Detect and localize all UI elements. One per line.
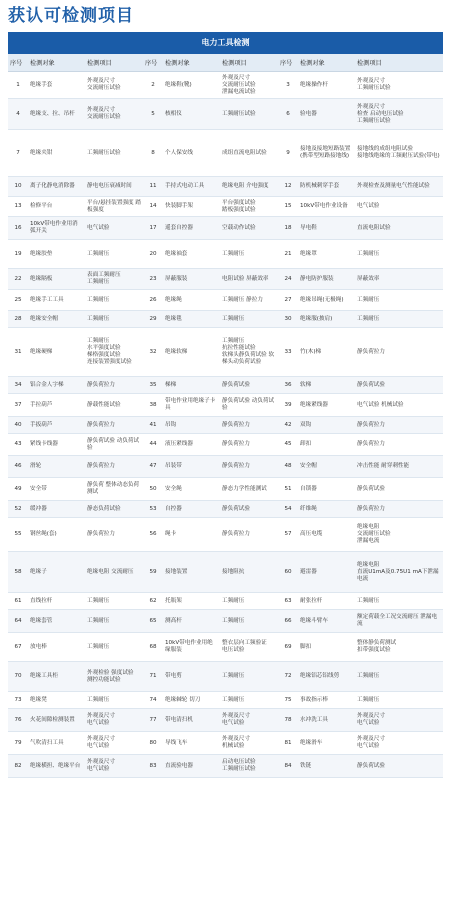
cell-object: 绝缘吊绳(无极绳) bbox=[298, 290, 355, 311]
table-row bbox=[8, 130, 443, 177]
cell-item: 接地阻抗 bbox=[220, 552, 278, 593]
cell-index: 81 bbox=[278, 732, 298, 755]
header-index-1: 序号 bbox=[8, 54, 28, 72]
cell-object: 手拉葫芦 bbox=[28, 394, 85, 417]
cell-index: 9 bbox=[278, 130, 298, 177]
cell-item: 外观及尺寸 电气试验 bbox=[220, 709, 278, 732]
cell-index: 42 bbox=[278, 417, 298, 434]
cell-index: 60 bbox=[278, 552, 298, 593]
cell-index: 14 bbox=[143, 197, 163, 217]
cell-index: 75 bbox=[278, 692, 298, 709]
cell-item: 外观检验 强度试验 测控功能试验 bbox=[85, 662, 143, 692]
cell-item: 接地线的成组电阻试验 接地线绝缘的工频耐压试验(带电) bbox=[355, 130, 443, 177]
cell-index: 67 bbox=[8, 633, 28, 662]
cell-object: 绳卡 bbox=[163, 518, 220, 552]
cell-object: 钢丝绳(套) bbox=[28, 518, 85, 552]
cell-object: 带电剪 bbox=[163, 662, 220, 692]
cell-item: 绝缘电阻 直流U1mA及0.75U1 mA下泄漏电流 bbox=[355, 552, 443, 593]
cell-index: 52 bbox=[8, 501, 28, 518]
cell-index: 35 bbox=[143, 377, 163, 394]
cell-index: 49 bbox=[8, 478, 28, 501]
cell-object: 屏蔽服装 bbox=[163, 269, 220, 290]
cell-item: 工频耐压 bbox=[220, 692, 278, 709]
cell-item: 外观及尺寸 机械试验 bbox=[220, 732, 278, 755]
cell-item: 静负荷拉力 bbox=[85, 417, 143, 434]
table-row bbox=[8, 709, 443, 732]
cell-index: 77 bbox=[143, 709, 163, 732]
table-row bbox=[8, 328, 443, 377]
cell-object: 竹(木)梯 bbox=[298, 328, 355, 377]
cell-object: 静电防护服装 bbox=[298, 269, 355, 290]
header-index-3: 序号 bbox=[278, 54, 298, 72]
header-item-2: 检测项目 bbox=[220, 54, 278, 72]
table-banner: 电力工具检测 bbox=[8, 32, 443, 54]
cell-item: 额定荷载全工况交流耐压 泄漏电流 bbox=[355, 610, 443, 633]
table-row bbox=[8, 552, 443, 593]
cell-object: 绝缘工具柜 bbox=[28, 662, 85, 692]
cell-index: 16 bbox=[8, 217, 28, 240]
cell-index: 69 bbox=[278, 633, 298, 662]
cell-item: 冲击性能 耐穿刺性能 bbox=[355, 456, 443, 478]
cell-item: 静负荷拉力 bbox=[85, 456, 143, 478]
cell-item: 工频耐压 bbox=[220, 311, 278, 328]
cell-item: 静负荷试验 bbox=[220, 501, 278, 518]
cell-item: 工频耐压 bbox=[220, 610, 278, 633]
cell-item: 工频耐压试验 bbox=[85, 130, 143, 177]
cell-object: 安全绳 bbox=[163, 478, 220, 501]
cell-index: 44 bbox=[143, 434, 163, 456]
cell-index: 15 bbox=[278, 197, 298, 217]
cell-object: 绝缘胶垫 bbox=[28, 240, 85, 269]
cell-item: 工频耐压 bbox=[85, 311, 143, 328]
cell-item: 电气试验 bbox=[355, 197, 443, 217]
cell-item: 静负荷拉力 bbox=[355, 501, 443, 518]
cell-object: 绝缘鞋(靴) bbox=[163, 72, 220, 99]
cell-index: 53 bbox=[143, 501, 163, 518]
cell-index: 57 bbox=[278, 518, 298, 552]
cell-index: 76 bbox=[8, 709, 28, 732]
cell-item: 直流电阻试验 bbox=[355, 217, 443, 240]
cell-index: 68 bbox=[143, 633, 163, 662]
table-row bbox=[8, 478, 443, 501]
cell-object: 直流验电器 bbox=[163, 755, 220, 778]
header-object-3: 检测对象 bbox=[298, 54, 355, 72]
cell-item: 外观及尺寸 电气试验 bbox=[85, 755, 143, 778]
cell-item: 工频耐压 bbox=[85, 290, 143, 311]
cell-item: 外观及尺寸 交流耐压试验 bbox=[85, 99, 143, 130]
cell-index: 84 bbox=[278, 755, 298, 778]
cell-index: 32 bbox=[143, 328, 163, 377]
cell-item: 静载性能试验 bbox=[85, 394, 143, 417]
cell-object: 火花间隙检测装置 bbox=[28, 709, 85, 732]
cell-item: 工频耐压试验 bbox=[220, 99, 278, 130]
cell-item: 静负荷拉力 bbox=[355, 328, 443, 377]
header-object-2: 检测对象 bbox=[163, 54, 220, 72]
cell-item: 静负荷试验 动负荷试验 bbox=[85, 434, 143, 456]
cell-item: 表面工频耐压 工频耐压 bbox=[85, 269, 143, 290]
header-item-1: 检测项目 bbox=[85, 54, 143, 72]
cell-object: 绝缘支、拉、吊杆 bbox=[28, 99, 85, 130]
table-row bbox=[8, 732, 443, 755]
cell-index: 17 bbox=[143, 217, 163, 240]
cell-index: 55 bbox=[8, 518, 28, 552]
cell-index: 24 bbox=[278, 269, 298, 290]
table-row bbox=[8, 197, 443, 217]
cell-item: 外观检查及测量电气性能试验 bbox=[355, 177, 443, 197]
cell-item: 工频耐压 bbox=[85, 240, 143, 269]
table-row bbox=[8, 177, 443, 197]
cell-object: 10kV带电作业用绝缘服装 bbox=[163, 633, 220, 662]
cell-index: 79 bbox=[8, 732, 28, 755]
cell-item: 外观及尺寸 交流耐压试验 bbox=[85, 72, 143, 99]
cell-object: 吊装带 bbox=[163, 456, 220, 478]
cell-object: 离子化静电消除器 bbox=[28, 177, 85, 197]
cell-index: 8 bbox=[143, 130, 163, 177]
cell-object: 卸扣 bbox=[298, 434, 355, 456]
cell-object: 滑轮 bbox=[28, 456, 85, 478]
cell-object: 绝缘安全帽 bbox=[28, 311, 85, 328]
cell-index: 51 bbox=[278, 478, 298, 501]
cell-index: 21 bbox=[278, 240, 298, 269]
cell-object: 绝缘滑车 bbox=[298, 732, 355, 755]
cell-object: 安全帽 bbox=[298, 456, 355, 478]
cell-item: 工频耐压 bbox=[85, 610, 143, 633]
cell-index: 10 bbox=[8, 177, 28, 197]
cell-index: 61 bbox=[8, 593, 28, 610]
table-row bbox=[8, 692, 443, 709]
cell-item: 工频耐压 bbox=[85, 633, 143, 662]
cell-item: 静负荷拉力 bbox=[220, 434, 278, 456]
table-row bbox=[8, 240, 443, 269]
cell-item: 静负荷试验 bbox=[355, 478, 443, 501]
cell-index: 28 bbox=[8, 311, 28, 328]
cell-item: 工频耐压 bbox=[220, 662, 278, 692]
cell-item: 工频耐压 bbox=[85, 692, 143, 709]
cell-object: 绝缘斗臂车 bbox=[298, 610, 355, 633]
cell-object: 10kV带电作业设备 bbox=[298, 197, 355, 217]
cell-item: 电气试验 bbox=[85, 217, 143, 240]
cell-item: 静负荷试验 动负荷试验 bbox=[220, 394, 278, 417]
cell-object: 脚扣 bbox=[298, 633, 355, 662]
cell-index: 50 bbox=[143, 478, 163, 501]
cell-item: 静负荷拉力 bbox=[220, 456, 278, 478]
cell-index: 30 bbox=[278, 311, 298, 328]
cell-item: 工频耐压 bbox=[355, 311, 443, 328]
header-row bbox=[8, 54, 443, 72]
page-title: 获认可检测项目 bbox=[8, 6, 134, 26]
cell-index: 13 bbox=[8, 197, 28, 217]
cell-index: 48 bbox=[278, 456, 298, 478]
cell-index: 34 bbox=[8, 377, 28, 394]
cell-object: 耐张拉杆 bbox=[298, 593, 355, 610]
cell-index: 38 bbox=[143, 394, 163, 417]
cell-index: 58 bbox=[8, 552, 28, 593]
cell-index: 29 bbox=[143, 311, 163, 328]
cell-object: 绝缘子 bbox=[28, 552, 85, 593]
cell-item: 绝缘电阻 介电强度 bbox=[220, 177, 278, 197]
cell-object: 检修平台 bbox=[28, 197, 85, 217]
cell-index: 5 bbox=[143, 99, 163, 130]
cell-object: 绝缘毯 bbox=[163, 311, 220, 328]
cell-item: 工频耐压 bbox=[355, 662, 443, 692]
cell-object: 手持式电动工具 bbox=[163, 177, 220, 197]
table-row bbox=[8, 456, 443, 478]
cell-index: 82 bbox=[8, 755, 28, 778]
test-items-table bbox=[8, 54, 443, 778]
cell-item: 静负荷拉力 bbox=[220, 518, 278, 552]
cell-index: 1 bbox=[8, 72, 28, 99]
cell-object: 水冲洗工具 bbox=[298, 709, 355, 732]
cell-object: 直线拉杆 bbox=[28, 593, 85, 610]
cell-object: 绝缘绳 bbox=[163, 290, 220, 311]
cell-index: 63 bbox=[278, 593, 298, 610]
cell-item: 工频耐压 bbox=[355, 290, 443, 311]
header-index-2: 序号 bbox=[143, 54, 163, 72]
cell-item: 绝缘电阻 交流耐压试验 泄漏电流 bbox=[355, 518, 443, 552]
cell-object: 绝缘棘轮 切刀 bbox=[163, 692, 220, 709]
cell-object: 铝合金人字梯 bbox=[28, 377, 85, 394]
cell-item: 静负荷拉力 bbox=[220, 417, 278, 434]
table-row bbox=[8, 518, 443, 552]
cell-object: 快装脚手架 bbox=[163, 197, 220, 217]
cell-object: 铁链 bbox=[298, 755, 355, 778]
table-row bbox=[8, 662, 443, 692]
cell-index: 20 bbox=[143, 240, 163, 269]
cell-object: 个人保安线 bbox=[163, 130, 220, 177]
header-item-3: 检测项目 bbox=[355, 54, 443, 72]
table-row bbox=[8, 434, 443, 456]
cell-object: 纤维绳 bbox=[298, 501, 355, 518]
cell-object: 绝缘铝芯铝线剪 bbox=[298, 662, 355, 692]
cell-index: 72 bbox=[278, 662, 298, 692]
cell-item: 静负荷拉力 bbox=[355, 417, 443, 434]
cell-item: 工频耐压 bbox=[355, 240, 443, 269]
cell-item: 工频耐压 bbox=[355, 593, 443, 610]
cell-index: 4 bbox=[8, 99, 28, 130]
cell-object: 气吹清扫工具 bbox=[28, 732, 85, 755]
cell-index: 12 bbox=[278, 177, 298, 197]
cell-object: 测高杆 bbox=[163, 610, 220, 633]
cell-object: 液压紧线器 bbox=[163, 434, 220, 456]
table-row bbox=[8, 633, 443, 662]
cell-index: 56 bbox=[143, 518, 163, 552]
cell-index: 65 bbox=[143, 610, 163, 633]
cell-object: 带电清扫机 bbox=[163, 709, 220, 732]
cell-object: 托瓶架 bbox=[163, 593, 220, 610]
cell-item: 工频耐压 抗拉性能试验 软梯头静负荷试验 软梯头动负荷试验 bbox=[220, 328, 278, 377]
cell-item: 整衣层向工频验证 电压试验 bbox=[220, 633, 278, 662]
cell-item: 静负荷试验 bbox=[355, 377, 443, 394]
cell-item: 静态负荷试验 bbox=[85, 501, 143, 518]
cell-object: 缓冲器 bbox=[28, 501, 85, 518]
cell-item: 外观及尺寸 检查 启动电压试验 工频耐压试验 bbox=[355, 99, 443, 130]
cell-item: 屏蔽效率 bbox=[355, 269, 443, 290]
cell-object: 高压电缆 bbox=[298, 518, 355, 552]
cell-object: 绝缘横担、绝缘平台 bbox=[28, 755, 85, 778]
cell-item: 平台/悬挂装置强度 踏板强度 bbox=[85, 197, 143, 217]
cell-object: 绝缘服(披肩) bbox=[298, 311, 355, 328]
cell-item: 电阻试验 屏蔽效率 bbox=[220, 269, 278, 290]
cell-index: 19 bbox=[8, 240, 28, 269]
table-row bbox=[8, 290, 443, 311]
cell-object: 绝缘操作杆 bbox=[298, 72, 355, 99]
cell-index: 62 bbox=[143, 593, 163, 610]
table-row bbox=[8, 72, 443, 99]
table-row bbox=[8, 394, 443, 417]
cell-index: 3 bbox=[278, 72, 298, 99]
cell-item: 工频耐压 静拉力 bbox=[220, 290, 278, 311]
cell-index: 73 bbox=[8, 692, 28, 709]
cell-object: 绝缘隔板 bbox=[28, 269, 85, 290]
table-row bbox=[8, 755, 443, 778]
cell-index: 39 bbox=[278, 394, 298, 417]
cell-item: 外观及尺寸 交流耐压试验 泄漏电流试验 bbox=[220, 72, 278, 99]
cell-item: 外观及尺寸 电气试验 bbox=[355, 709, 443, 732]
cell-index: 31 bbox=[8, 328, 28, 377]
table-row bbox=[8, 610, 443, 633]
cell-item: 电气试验 机械试验 bbox=[355, 394, 443, 417]
cell-object: 软梯 bbox=[298, 377, 355, 394]
cell-object: 接地装置 bbox=[163, 552, 220, 593]
cell-item: 外观及尺寸 电气试验 bbox=[85, 709, 143, 732]
cell-item: 启动电压试验 工频耐压试验 bbox=[220, 755, 278, 778]
cell-index: 78 bbox=[278, 709, 298, 732]
cell-index: 2 bbox=[143, 72, 163, 99]
cell-object: 放电棒 bbox=[28, 633, 85, 662]
cell-item: 静电电压衰减时间 bbox=[85, 177, 143, 197]
cell-object: 防机械刺穿手套 bbox=[298, 177, 355, 197]
cell-object: 绝缘手工工具 bbox=[28, 290, 85, 311]
cell-index: 37 bbox=[8, 394, 28, 417]
cell-item: 静负荷试验 bbox=[220, 377, 278, 394]
cell-index: 26 bbox=[143, 290, 163, 311]
cell-index: 25 bbox=[8, 290, 28, 311]
table-row bbox=[8, 377, 443, 394]
cell-object: 绝缘手套 bbox=[28, 72, 85, 99]
cell-index: 59 bbox=[143, 552, 163, 593]
cell-object: 绝缘罩 bbox=[298, 240, 355, 269]
cell-object: 遥套自控器 bbox=[163, 217, 220, 240]
cell-object: 梯梯 bbox=[163, 377, 220, 394]
cell-index: 45 bbox=[278, 434, 298, 456]
cell-object: 绝缘紧线器 bbox=[298, 394, 355, 417]
cell-object: 绝缘夹钳 bbox=[28, 130, 85, 177]
cell-item: 静态力学性能测试 bbox=[220, 478, 278, 501]
cell-object: 绝缘套管 bbox=[28, 610, 85, 633]
cell-object: 安全带 bbox=[28, 478, 85, 501]
cell-index: 41 bbox=[143, 417, 163, 434]
cell-object: 手扳葫芦 bbox=[28, 417, 85, 434]
cell-index: 64 bbox=[8, 610, 28, 633]
cell-index: 71 bbox=[143, 662, 163, 692]
cell-object: 自控器 bbox=[163, 501, 220, 518]
cell-item: 静负荷 整体动态负荷测试 bbox=[85, 478, 143, 501]
cell-index: 40 bbox=[8, 417, 28, 434]
cell-object: 绝缘凳 bbox=[28, 692, 85, 709]
table-row bbox=[8, 99, 443, 130]
cell-object: 验电器 bbox=[298, 99, 355, 130]
cell-item: 绝缘电阻 交流耐压 bbox=[85, 552, 143, 593]
cell-item: 外观及尺寸 电气试验 bbox=[85, 732, 143, 755]
cell-object: 避雷器 bbox=[298, 552, 355, 593]
cell-index: 18 bbox=[278, 217, 298, 240]
cell-item: 静负荷拉力 bbox=[85, 518, 143, 552]
cell-index: 11 bbox=[143, 177, 163, 197]
cell-index: 6 bbox=[278, 99, 298, 130]
cell-item: 外观及尺寸 工频耐压试验 bbox=[355, 72, 443, 99]
cell-item: 平台强度试验 踏板强度试验 bbox=[220, 197, 278, 217]
table-row bbox=[8, 501, 443, 518]
header-object-1: 检测对象 bbox=[28, 54, 85, 72]
cell-index: 66 bbox=[278, 610, 298, 633]
cell-object: 接地及接地短路装置(携带型短路接地线) bbox=[298, 130, 355, 177]
cell-index: 70 bbox=[8, 662, 28, 692]
cell-object: 绝缘硬梯 bbox=[28, 328, 85, 377]
cell-item: 工频耐压 bbox=[85, 593, 143, 610]
cell-object: 导电鞋 bbox=[298, 217, 355, 240]
cell-index: 46 bbox=[8, 456, 28, 478]
cell-item: 静负荷试验 bbox=[355, 755, 443, 778]
cell-object: 双钩 bbox=[298, 417, 355, 434]
cell-object: 绝缘软梯 bbox=[163, 328, 220, 377]
table-row bbox=[8, 417, 443, 434]
cell-object: 紧线卡线器 bbox=[28, 434, 85, 456]
cell-object: 10kV带电作业用消弧开关 bbox=[28, 217, 85, 240]
cell-item: 空载动作试验 bbox=[220, 217, 278, 240]
table-row bbox=[8, 269, 443, 290]
cell-object: 吊钩 bbox=[163, 417, 220, 434]
cell-index: 36 bbox=[278, 377, 298, 394]
cell-item: 工频耐压 水平强度试验 梯格强度试验 连接装置强度试验 bbox=[85, 328, 143, 377]
cell-item: 工频耐压 bbox=[355, 692, 443, 709]
table-row bbox=[8, 593, 443, 610]
cell-item: 外观及尺寸 电气试验 bbox=[355, 732, 443, 755]
cell-index: 27 bbox=[278, 290, 298, 311]
cell-item: 工频耐压 bbox=[220, 593, 278, 610]
cell-index: 7 bbox=[8, 130, 28, 177]
cell-item: 工频耐压 bbox=[220, 240, 278, 269]
cell-object: 带电作业用绝缘子卡具 bbox=[163, 394, 220, 417]
cell-index: 23 bbox=[143, 269, 163, 290]
cell-object: 核相仪 bbox=[163, 99, 220, 130]
cell-object: 导线飞车 bbox=[163, 732, 220, 755]
table-body bbox=[8, 72, 443, 778]
cell-index: 54 bbox=[278, 501, 298, 518]
cell-object: 绝缘袖套 bbox=[163, 240, 220, 269]
cell-index: 33 bbox=[278, 328, 298, 377]
cell-object: 自锁器 bbox=[298, 478, 355, 501]
cell-item: 静负荷拉力 bbox=[85, 377, 143, 394]
cell-index: 80 bbox=[143, 732, 163, 755]
cell-index: 74 bbox=[143, 692, 163, 709]
cell-index: 22 bbox=[8, 269, 28, 290]
table-row bbox=[8, 311, 443, 328]
cell-object: 事故指示棒 bbox=[298, 692, 355, 709]
cell-item: 成组直流电阻试验 bbox=[220, 130, 278, 177]
cell-index: 83 bbox=[143, 755, 163, 778]
cell-item: 整体静负荷测试 扣带强度试验 bbox=[355, 633, 443, 662]
cell-index: 47 bbox=[143, 456, 163, 478]
cell-index: 43 bbox=[8, 434, 28, 456]
table-row bbox=[8, 217, 443, 240]
cell-item: 静负荷拉力 bbox=[355, 434, 443, 456]
